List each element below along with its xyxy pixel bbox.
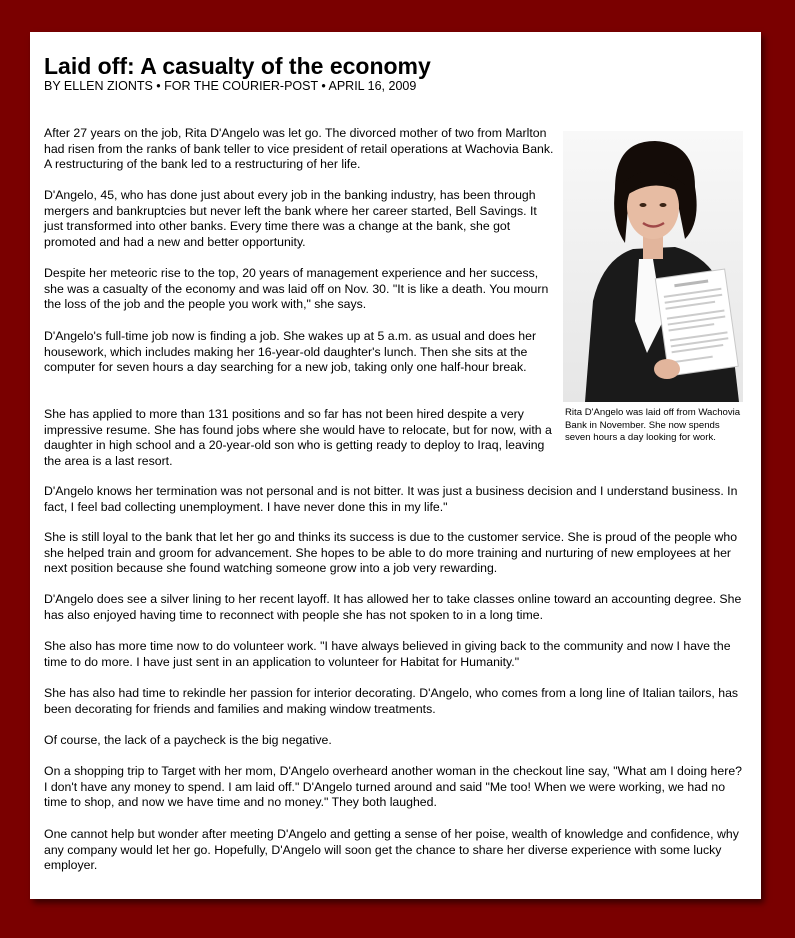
photo-caption: Rita D'Angelo was laid off from Wachovia Bank in November. She now spends seven hours a day looking for work. <box>565 407 741 444</box>
paragraph-10: She has also had time to rekindle her passion for interior decorating. D'Angelo, who comes from a long line of Italian tailors, has been decorating for friends and families and making window treatments. <box>44 686 739 716</box>
paragraph-6: D'Angelo knows her termination was not personal and is not bitter. It was just a business decision and I understand business. In fact, I feel bad collecting unemployment. I have never done this in my life." <box>44 484 738 514</box>
paragraph-7: She is still loyal to the bank that let her go and thinks its success is due to the customer service. She is proud of the people who she helped train and groom for advancement. She hopes to be able to do more training and nurturing of new employees at her next position because she found watching someone grow into a job very rewarding. <box>44 530 738 575</box>
paragraph-12: On a shopping trip to Target with her mom, D'Angelo overheard another woman in the checkout line say, "What am I doing here? I don't have any money to spend. I am laid off." D'Angelo turned around and said "Me too! When we were working, we had no time to shop, and now we have time and no money." They both laughed. <box>44 764 742 809</box>
portrait-photo <box>563 131 743 402</box>
article-page <box>30 32 761 899</box>
paragraph-11: Of course, the lack of a paycheck is the big negative. <box>44 733 332 747</box>
paragraph-8: D'Angelo does see a silver lining to her recent layoff. It has allowed her to take classes online toward an accounting degree. She has also enjoyed having time to reconnect with people she has not spoken to in a long time. <box>44 592 742 622</box>
woman-holding-resume-image <box>563 131 743 402</box>
paragraph-1: After 27 years on the job, Rita D'Angelo was let go. The divorced mother of two from Marlton had risen from the ranks of bank teller to vice president of retail operations at Wachovia Bank. A restructuring of the bank led to a restructuring of her life. <box>44 126 554 171</box>
headline: Laid off: A casualty of the economy <box>44 53 431 79</box>
paragraph-9: She also has more time now to do volunteer work. "I have always believed in giving back to the community and now I have the time to do more. I have just sent in an application to volunteer for Habitat for Humanity." <box>44 639 731 669</box>
paragraph-4: D'Angelo's full-time job now is finding a job. She wakes up at 5 a.m. as usual and does her housework, which includes making her 16-year-old daughter's lunch. Then she sits at the computer for seven hours a day searching for a new job, taking only one half-hour break. <box>44 329 537 374</box>
paragraph-2: D'Angelo, 45, who has done just about every job in the banking industry, has been through mergers and bankruptcies but never left the bank where her career started, Bell Savings. It just transformed into other banks. Every time there was a change at the bank, she got promoted and had a new and better opportunity. <box>44 188 537 249</box>
byline: BY ELLEN ZIONTS • FOR THE COURIER-POST • APRIL 16, 2009 <box>44 79 417 93</box>
paragraph-5: She has applied to more than 131 positions and so far has not been hired despite a very impressive resume. She has found jobs where she would have to relocate, but for now, with a daughter in high school and a 20-year-old son who is getting ready to deploy to Iraq, leaving the area is a last resort. <box>44 407 552 468</box>
paragraph-3: Despite her meteoric rise to the top, 20 years of management experience and her success, she was a casualty of the economy and was laid off on Nov. 30. "It is like a death. You mourn the loss of the job and the people you work with," she says. <box>44 266 549 311</box>
paragraph-13: One cannot help but wonder after meeting D'Angelo and getting a sense of her poise, wealth of knowledge and confidence, why any company would let her go. Hopefully, D'Angelo will soon get the chance to share her diverse experience with some lucky employer. <box>44 827 739 872</box>
